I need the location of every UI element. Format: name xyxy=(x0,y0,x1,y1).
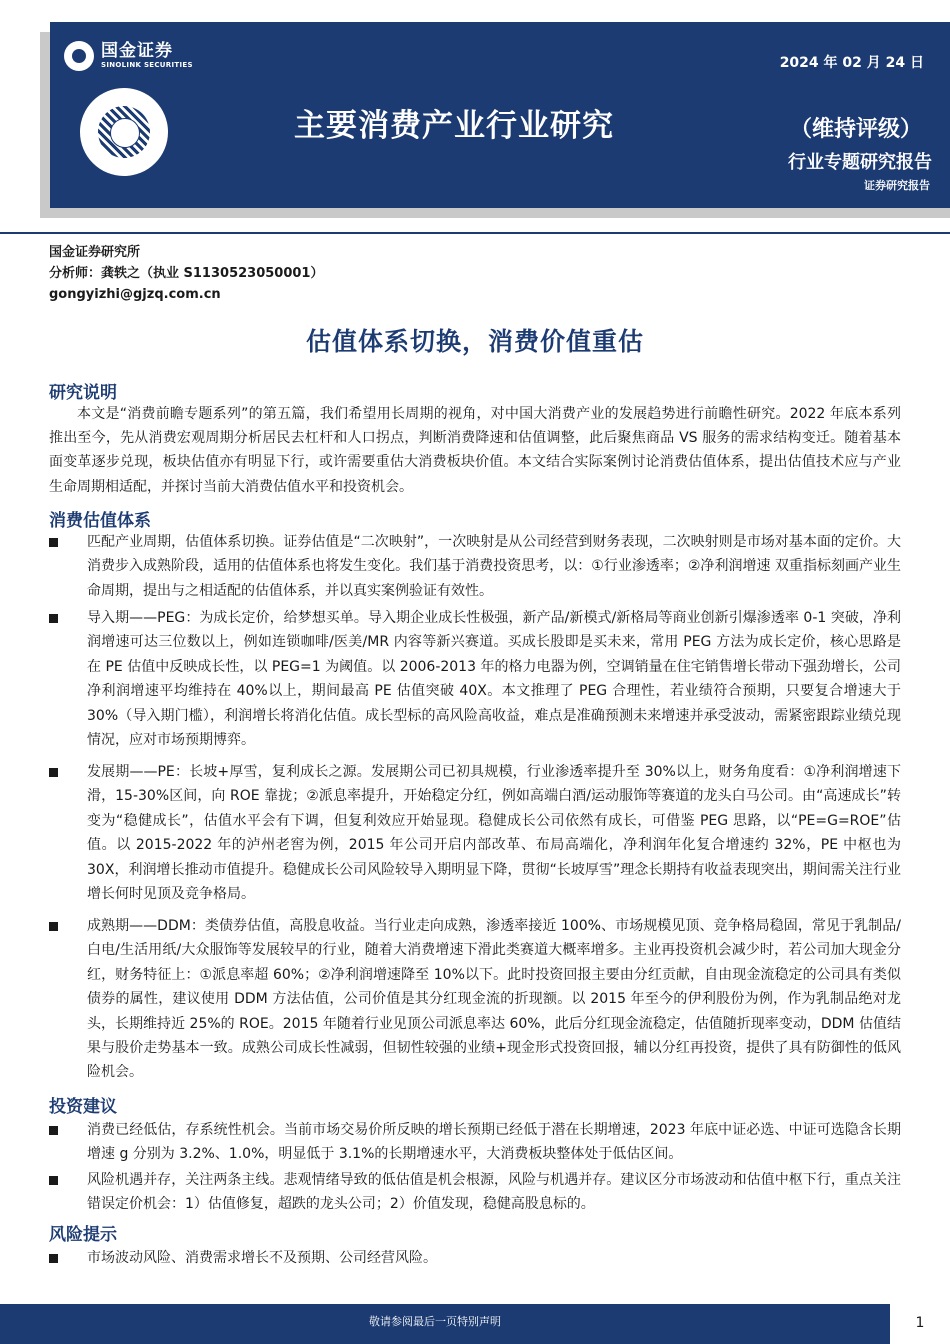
bullet-text: 匹配产业周期，估值体系切换。证券估值是“二次映射”，一次映射是从公司经营到财务表现，二次映射则是市场对基本面的定价。大消费步入成熟阶段，适用的估值体系也将发生变化。我们基于消费投资思考，以：①行业渗透率；②净利润增速 双重指标刻画产业生命周期，提出与之相适配的估值体系，并以真实案例验证有效性。 xyxy=(87,534,901,599)
analyst-email[interactable]: gongyizhi@gjzq.com.cn xyxy=(49,287,221,302)
bullet-text: 消费已经低估，存系统性机会。当前市场交易价所反映的增长预期已经低于潜在长期增速，2023 年底中证必选、中证可选隐含长期增速 g 分别为 3.2%、1.0%，明显低于 3.1%的长期增速水平，大消费板块整体处于低估区间。 xyxy=(87,1122,901,1163)
report-title: 主要消费产业行业研究 xyxy=(294,108,614,144)
report-type: 行业专题研究报告 xyxy=(788,152,932,173)
page-number: 1 xyxy=(890,1302,950,1344)
bullet-square-icon xyxy=(49,614,58,623)
bullet-square-icon xyxy=(49,768,58,777)
bullet-text: 风险机遇并存，关注两条主线。悲观情绪导致的低估值是机会根源，风险与机遇并存。建议区分市场波动和估值中枢下行，重点关注错误定价机会：1）估值修复，超跌的龙头公司；2）价值发现，稳健高股息标的。 xyxy=(87,1172,901,1213)
section-heading-risk: 风险提示 xyxy=(49,1225,117,1245)
list-item xyxy=(49,1168,901,1217)
list-item xyxy=(49,530,901,603)
report-date: 2024 年 02 月 24 日 xyxy=(779,55,924,71)
qr-code-icon xyxy=(80,88,168,176)
rating-label: （维持评级） xyxy=(789,117,922,142)
footer-disclaimer: 敬请参阅最后一页特别声明 xyxy=(369,1315,501,1328)
bullet-text: 发展期——PE：长坡+厚雪，复利成长之源。发展期公司已初具规模，行业渗透率提升至 30%以上，财务角度看：①净利润增速下滑，15-30%区间，向 ROE 靠拢；②派息率提升，开始稳定分红，例如高端白酒/运动服饰等赛道的龙头白马公司。由“高速成长”转变为“稳健成长”，估值水平会有下调，但复利效应开始显现。稳健成长公司依然有成长，可借鉴 PEG 思路，以“PE=G=ROE”估值。以 2015-2022 年的泸州老窖为例，2015 年公司开启内部改革、布局高端化，净利润年化复合增速约 32%，PE 中枢也为 30X，利润增长推动市值提升。稳健成长公司风险较导入期明显下降，贯彻“长坡厚雪”理念长期持有收益表现突出，期间需关注行业增长何时见顶及竞争格局。 xyxy=(87,764,901,903)
section-heading-investment-advice: 投资建议 xyxy=(49,1097,117,1117)
research-note-paragraph: 本文是“消费前瞻专题系列”的第五篇，我们希望用长周期的视角，对中国大消费产业的发展趋势进行前瞻性研究。2022 年底本系列推出至今，先从消费宏观周期分析居民去杠杆和人口拐点，判断消费降速和估值调整，此后聚焦商品 VS 服务的需求结构变迁。随着基本面变革逐步兑现，板块估值亦有明显下行，或许需要重估大消费板块价值。本文结合实际案例讨论消费估值体系，提出估值技术应与产业生命周期相适配，并探讨当前大消费估值水平和投资机会。 xyxy=(49,406,901,495)
bullet-square-icon xyxy=(49,1176,58,1185)
bullet-text: 市场波动风险、消费需求增长不及预期、公司经营风险。 xyxy=(87,1250,437,1266)
bullet-square-icon xyxy=(49,1254,58,1263)
list-item xyxy=(49,606,901,752)
company-logo xyxy=(64,41,193,71)
bullet-text: 成熟期——DDM：类债券估值，高股息收益。当行业走向成熟，渗透率接近 100%、市场规模见顶、竞争格局稳固，常见于乳制品/白电/生活用纸/大众服饰等发展较早的行业，随着大消费增速下滑此类赛道大概率增多。主业再投资机会减少时，若公司加大现金分红，财务特征上：①派息率超 60%；②净利润增速降至 10%以下。此时投资回报主要由分红贡献，自由现金流稳定的公司具有类似债券的属性，建议使用 DDM 方法估值，公司价值是其分红现金流的折现额。以 2015 年至今的伊利股份为例，作为乳制品绝对龙头，长期维持近 25%的 ROE。2015 年随着行业见顶公司派息率达 60%，此后分红现金流稳定，估值随折现率变动，DDM 估值结果与股价走势基本一致。成熟公司成长性减弱，但韧性较强的业绩+现金形式投资回报，辅以分红再投资，提供了具有防御性的低风险机会。 xyxy=(87,918,901,1081)
section-heading-research-note: 研究说明 xyxy=(49,383,117,403)
bullet-square-icon xyxy=(49,1126,58,1135)
institute-name: 国金证券研究所 xyxy=(49,245,141,260)
list-item xyxy=(49,1118,901,1167)
bullet-text: 导入期——PEG：为成长定价，给梦想买单。导入期企业成长性极强，新产品/新模式/新格局等商业创新引爆渗透率 0-1 突破，净利润增速可达三位数以上，例如连锁咖啡/医美/MR 内容等新兴赛道。买成长股即是买未来，常用 PEG 方法为成长定价，核心思路是在 PE 估值中反映成长性，以 PEG=1 为阈值。以 2006-2013 年的格力电器为例，空调销量在住宅销售增长带动下强劲增长，公司净利润增速平均维持在 40%以上，期间最高 PE 估值突破 40X。本文推理了 PEG 合理性，若业绩符合预期，只要复合增速大于 30%（导入期门槛），利润增长将消化估值。成长型标的高风险高收益，难点是准确预测未来增速并承受波动，需紧密跟踪业绩兑现情况，应对市场预期博弈。 xyxy=(87,610,901,749)
bullet-square-icon xyxy=(49,538,58,547)
report-category: 证券研究报告 xyxy=(864,179,930,192)
logo-mark-icon xyxy=(64,41,94,71)
logo-name-cn: 国金证券 xyxy=(101,41,173,61)
list-item xyxy=(49,760,901,906)
analyst-name: 分析师：龚轶之（执业 S1130523050001） xyxy=(49,266,324,281)
logo-name-en: SINOLINK SECURITIES xyxy=(101,61,193,69)
header-divider xyxy=(0,232,950,234)
section-heading-valuation: 消费估值体系 xyxy=(49,511,151,531)
document-title: 估值体系切换，消费价值重估 xyxy=(305,327,644,356)
list-item xyxy=(49,1246,901,1270)
bullet-square-icon xyxy=(49,922,58,931)
list-item xyxy=(49,914,901,1085)
author-block xyxy=(49,242,323,305)
